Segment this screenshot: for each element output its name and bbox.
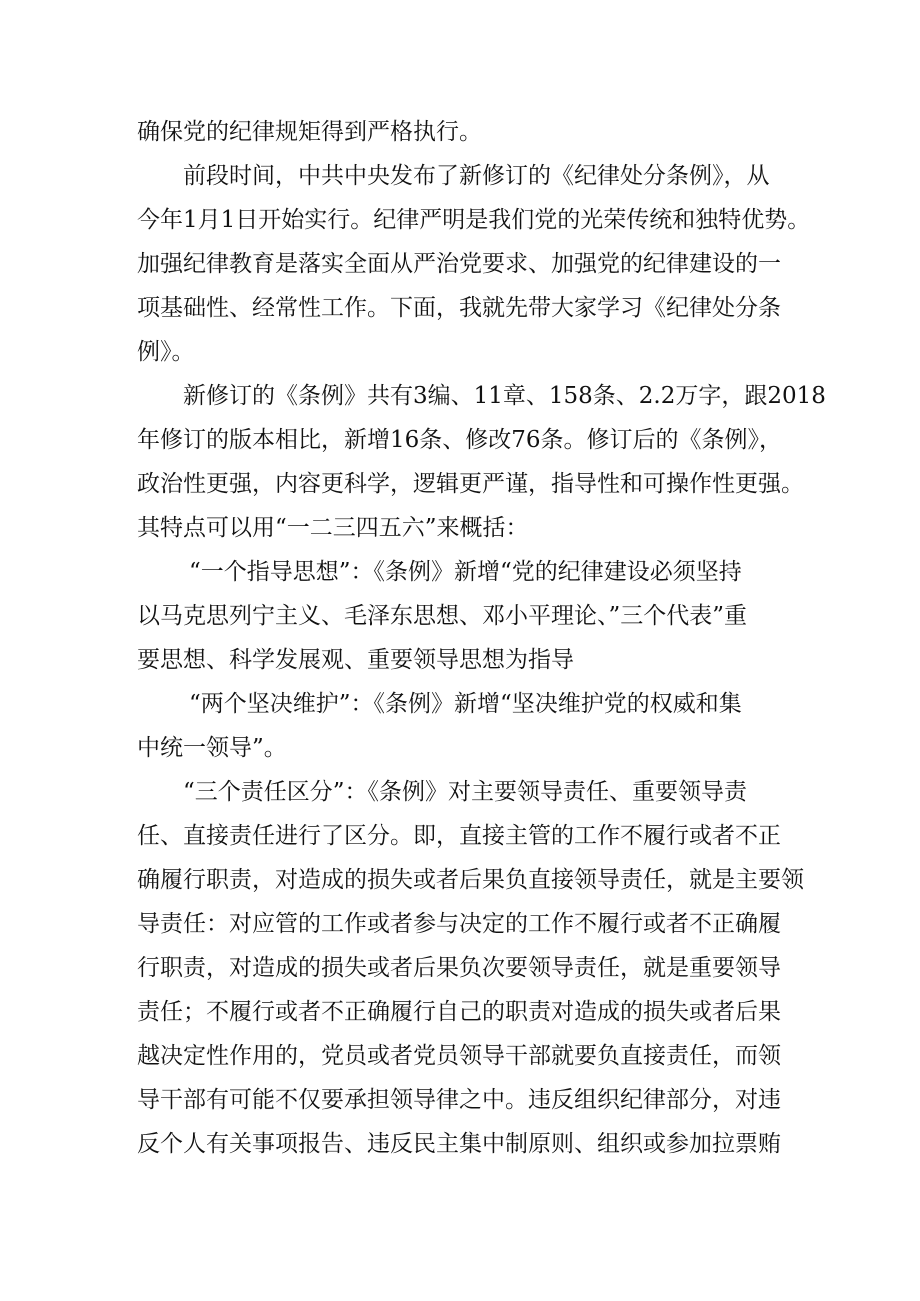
text-line: 年修订的版本相比，新增16条、修改76条。修订后的《条例》， (137, 427, 783, 453)
text-line: 其特点可以用“一二三四五六”来概括： (137, 515, 529, 541)
text-line: “一个指导思想”：《条例》新增“党的纪律建设必须坚持 (189, 559, 742, 585)
text-line: 政治性更强，内容更科学，逻辑更严谨，指导性和可操作性更强。 (137, 471, 804, 497)
text-line: 反个人有关事项报告、违反民主集中制原则、组织或参加拉票贿 (137, 1131, 781, 1157)
text-line: 任、直接责任进行了区分。即，直接主管的工作不履行或者不正 (137, 823, 781, 849)
text-line: 今年1月1日开始实行。纪律严明是我们党的光荣传统和独特优势。 (137, 207, 811, 233)
text-line: 行职责，对造成的损失或者后果负次要领导责任，就是重要领导 (137, 955, 781, 981)
text-line: 责任；不履行或者不正确履行自己的职责对造成的损失或者后果 (137, 999, 781, 1025)
text-line: 确保党的纪律规矩得到严格执行。 (137, 119, 482, 145)
text-line: 例》。 (137, 339, 195, 365)
text-line: 确履行职责，对造成的损失或者后果负直接领导责任，就是主要领 (137, 867, 804, 893)
text-line: “三个责任区分”：《条例》对主要领导责任、重要领导责 (183, 779, 748, 805)
text-line: 加强纪律教育是落实全面从严治党要求、加强党的纪律建设的一 (137, 251, 781, 277)
text-line: 新修订的《条例》共有3编、11章、158条、2.2万字，跟2018 (183, 383, 826, 409)
text-line: 以马克思列宁主义、毛泽东思想、邓小平理论、”三个代表”重 (137, 603, 748, 629)
text-line: 中统一领导”。 (137, 735, 287, 761)
text-line: 越决定性作用的，党员或者党员领导干部就要负直接责任，而领 (137, 1043, 781, 1069)
text-line: 导干部有可能不仅要承担领导律之中。违反组织纪律部分，对违 (137, 1087, 781, 1113)
text-line: 导责任：对应管的工作或者参与决定的工作不履行或者不正确履 (137, 911, 781, 937)
text-line: 前段时间，中共中央发布了新修订的《纪律处分条例》，从 (183, 163, 770, 189)
text-line: 项基础性、经常性工作。下面，我就先带大家学习《纪律处分条 (137, 295, 781, 321)
text-line: “两个坚决维护”：《条例》新增“坚决维护党的权威和集 (189, 691, 742, 717)
text-line: 要思想、科学发展观、重要领导思想为指导 (137, 647, 574, 673)
